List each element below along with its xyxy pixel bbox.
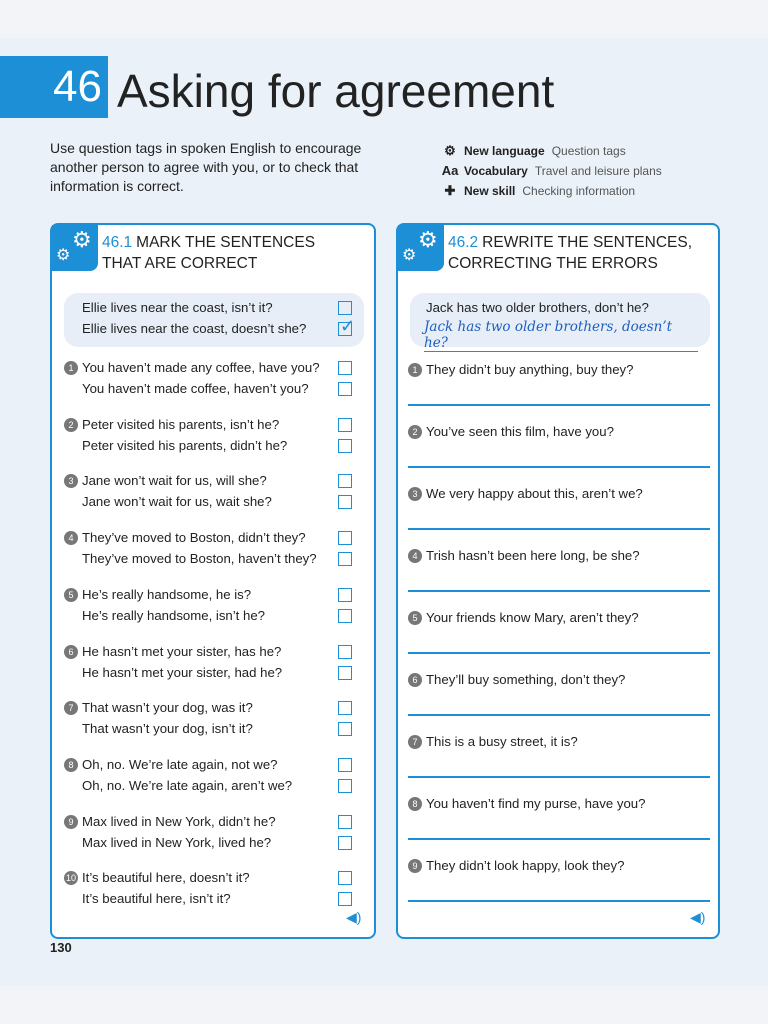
item-number: 4	[408, 549, 422, 563]
answer-checkbox[interactable]	[338, 609, 352, 623]
exercise-46-1-panel	[50, 223, 376, 939]
exercise-title-line: REWRITE THE SENTENCES,	[482, 234, 693, 251]
sentence-option	[64, 697, 253, 719]
answer-checkbox[interactable]	[338, 645, 352, 659]
answer-checkbox[interactable]	[338, 701, 352, 715]
sentence-to-correct	[408, 855, 624, 877]
exercise-title	[448, 232, 692, 274]
sentence-text: They’ll buy something, don’t they?	[426, 672, 626, 687]
example-sentence: Jack has two older brothers, don’t he?	[426, 300, 649, 315]
example-checkbox-checked[interactable]	[338, 316, 356, 336]
item-number: 5	[408, 611, 422, 625]
sentence-option	[64, 754, 278, 776]
example-sentence: Ellie lives near the coast, isn’t it?	[82, 300, 273, 315]
answer-checkbox[interactable]	[338, 552, 352, 566]
sentence-text: Jane won’t wait for us, will she?	[82, 473, 267, 489]
meta-label: New skill	[464, 184, 516, 198]
sentence-text: This is a busy street, it is?	[426, 734, 578, 749]
item-number: 7	[408, 735, 422, 749]
answer-checkbox[interactable]	[338, 871, 352, 885]
answer-checkbox[interactable]	[338, 588, 352, 602]
answer-line[interactable]	[408, 714, 710, 716]
audio-speaker-icon[interactable]: ◀)	[690, 909, 706, 925]
sentence-text: They didn’t buy anything, buy they?	[426, 362, 634, 377]
sentence-to-correct	[408, 669, 625, 691]
sentence-to-correct	[408, 359, 633, 381]
gears-icon: ⚙ ⚙	[398, 225, 444, 271]
answer-checkbox[interactable]	[338, 836, 352, 850]
answer-line[interactable]	[408, 466, 710, 468]
gears-icon: ⚙ ⚙	[52, 225, 98, 271]
sentence-text: They didn’t look happy, look they?	[426, 858, 625, 873]
sentence-text: You haven’t made any coffee, have you?	[82, 360, 320, 375]
page-number: 130	[50, 940, 72, 955]
sentence-to-correct	[408, 793, 645, 815]
sentence-text: That wasn’t your dog, was it?	[82, 700, 253, 716]
sentence-option	[64, 641, 281, 663]
sentence-option	[64, 811, 276, 833]
sentence-option	[64, 357, 320, 379]
answer-checkbox[interactable]	[338, 361, 352, 375]
puzzle-icon: ✚	[444, 183, 456, 198]
answer-checkbox[interactable]	[338, 779, 352, 793]
vocabulary-icon: Aa	[441, 163, 459, 178]
meta-new-language	[440, 141, 662, 161]
exercise-title-line: MARK THE SENTENCES	[136, 234, 316, 251]
sentence-to-correct	[408, 731, 578, 753]
sentence-option	[64, 584, 251, 606]
intro-text: Use question tags in spoken English to encourage another person to agree with you, or to check that information is correct.	[50, 140, 362, 194]
item-number: 4	[64, 531, 78, 545]
answer-checkbox[interactable]	[338, 815, 352, 829]
answer-line[interactable]	[408, 528, 710, 530]
meta-value: Question tags	[551, 144, 626, 158]
sentence-option: You haven’t made coffee, haven’t you?	[82, 381, 309, 396]
answer-checkbox[interactable]	[338, 382, 352, 396]
item-number: 3	[64, 474, 78, 488]
item-number: 2	[64, 418, 78, 432]
answer-checkbox[interactable]	[338, 722, 352, 736]
answer-checkbox[interactable]	[338, 439, 352, 453]
exercise-title-line: CORRECTING THE ERRORS	[448, 255, 658, 272]
audio-speaker-icon[interactable]: ◀)	[346, 909, 362, 925]
answer-line[interactable]	[408, 404, 710, 406]
sentence-text: We very happy about this, aren’t we?	[426, 486, 643, 501]
answer-checkbox[interactable]	[338, 474, 352, 488]
answer-checkbox[interactable]	[338, 418, 352, 432]
sentence-option: He’s really handsome, isn’t he?	[82, 607, 266, 623]
gears-icon: ⚙	[444, 143, 456, 158]
sentence-text: They’ve moved to Boston, didn’t they?	[82, 530, 306, 546]
sentence-to-correct	[408, 607, 639, 629]
sentence-text: You’ve seen this film, have you?	[426, 424, 614, 439]
sentence-option: That wasn’t your dog, isn’t it?	[82, 721, 253, 737]
sentence-option	[64, 867, 250, 889]
item-number: 1	[64, 361, 78, 375]
answer-line[interactable]	[408, 900, 710, 902]
sentence-option: Peter visited his parents, didn’t he?	[82, 437, 288, 453]
sentence-option: Max lived in New York, lived he?	[82, 834, 272, 850]
sentence-text: It’s beautiful here, doesn’t it?	[82, 870, 250, 886]
sentence-text: He’s really handsome, he is?	[82, 586, 252, 602]
item-number: 3	[408, 487, 422, 501]
exercise-title-line: THAT ARE CORRECT	[102, 255, 258, 272]
sentence-option: Jane won’t wait for us, wait she?	[82, 494, 272, 510]
sentence-to-correct	[408, 421, 614, 443]
unit-number: 46	[0, 56, 108, 118]
sentence-text: Peter visited his parents, isn’t he?	[82, 416, 280, 432]
sentence-text: He hasn’t met your sister, has he?	[82, 643, 282, 659]
item-number: 10	[65, 873, 76, 884]
item-number: 8	[64, 758, 78, 772]
item-number: 5	[64, 588, 78, 602]
sentence-option: He hasn’t met your sister, had he?	[82, 664, 283, 680]
item-number: 1	[408, 363, 422, 377]
sentence-text: Trish hasn’t been here long, be she?	[426, 548, 640, 563]
example-checkbox[interactable]	[338, 301, 352, 315]
exercise-46-2-panel	[396, 223, 720, 939]
sentence-option	[64, 414, 279, 436]
sentence-option: Oh, no. We’re late again, aren’t we?	[82, 777, 293, 793]
answer-checkbox[interactable]	[338, 758, 352, 772]
unit-title: Asking for agreement	[117, 65, 555, 117]
item-number: 2	[408, 425, 422, 439]
item-number: 9	[408, 859, 422, 873]
sentence-option: They’ve moved to Boston, haven’t they?	[82, 551, 317, 567]
exercise-number: 46.2	[448, 234, 479, 251]
sentence-to-correct	[408, 483, 643, 505]
sentence-option	[64, 470, 267, 492]
item-number: 6	[64, 645, 78, 659]
example-sentence: Ellie lives near the coast, doesn’t she?	[82, 321, 307, 336]
answer-line[interactable]	[408, 590, 710, 592]
meta-vocabulary	[440, 161, 662, 181]
answer-line[interactable]	[408, 652, 710, 654]
checkmark-icon: ✓	[340, 316, 356, 336]
meta-new-skill	[440, 181, 662, 201]
item-number: 8	[408, 797, 422, 811]
item-number: 9	[64, 815, 78, 829]
sentence-to-correct	[408, 545, 640, 567]
item-number: 7	[64, 701, 78, 715]
meta-value: Travel and leisure plans	[534, 164, 662, 178]
answer-checkbox[interactable]	[338, 531, 352, 545]
meta-label: Vocabulary	[464, 164, 528, 178]
answer-line[interactable]	[408, 838, 710, 840]
answer-checkbox[interactable]	[338, 892, 352, 906]
meta-label: New language	[464, 144, 545, 158]
sentence-text: Your friends know Mary, aren’t they?	[426, 610, 639, 625]
exercise-header	[52, 225, 374, 275]
answer-checkbox[interactable]	[338, 666, 352, 680]
meta-list	[440, 141, 662, 201]
sentence-text: Oh, no. We’re late again, not we?	[82, 756, 278, 772]
sentence-text: Max lived in New York, didn’t he?	[82, 813, 276, 829]
sentence-text: You haven’t find my purse, have you?	[426, 796, 646, 811]
meta-value: Checking information	[522, 184, 636, 198]
example-answer: Jack has two older brothers, doesn’t he?	[424, 319, 698, 352]
exercise-number: 46.1	[102, 234, 133, 251]
exercise-title	[102, 232, 315, 274]
sentence-option	[64, 527, 306, 549]
exercise-header	[398, 225, 718, 275]
item-number: 6	[408, 673, 422, 687]
sentence-option: It’s beautiful here, isn’t it?	[82, 891, 231, 907]
answer-line[interactable]	[408, 776, 710, 778]
answer-checkbox[interactable]	[338, 495, 352, 509]
